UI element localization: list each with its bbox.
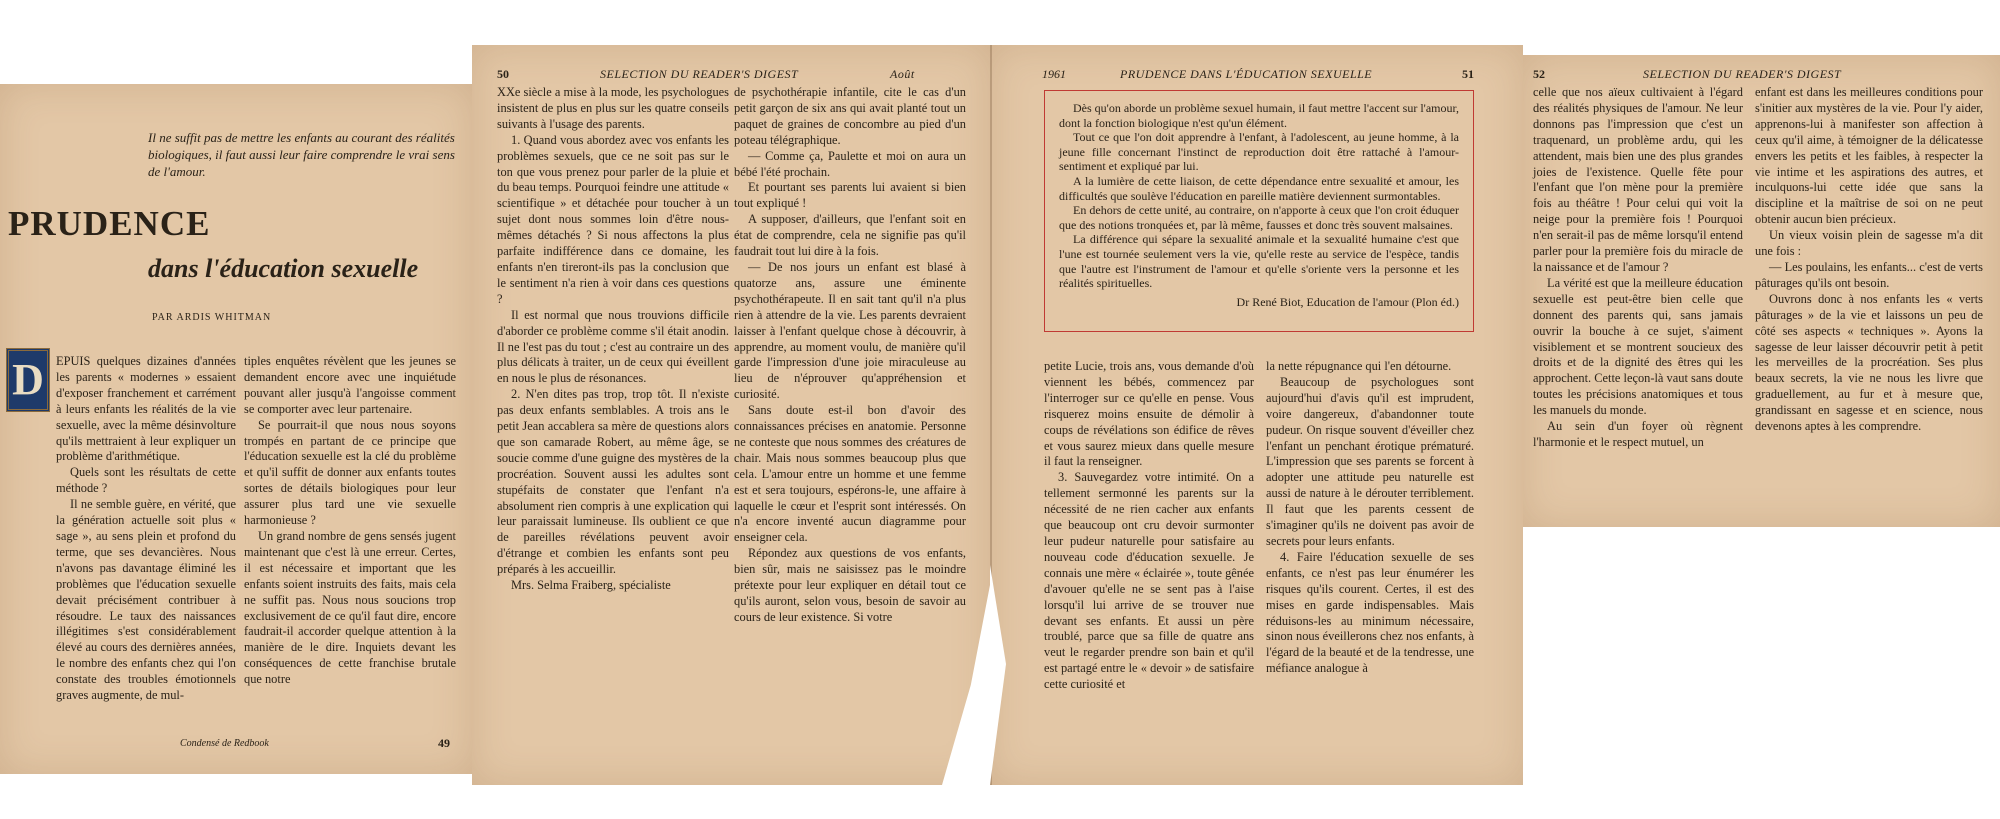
paragraph: celle que nos aïeux cultivaient à l'égard des réalités physiques de l'amour. Ne leur donnons pas l'impression que c'est un traquenard, un problème ardu, qui les attendent, mais bien une des plus grandes joies de l'existence. Quelle fête pour l'enfant que l'on mène pour la première fois au théâtre ! Pour celui qui voit la neige pour la première fois ! Pourquoi n'en serait-il pas de même lorsqu'il entend parler pour la première fois du miracle de la naissance et de l'amour ? (1533, 85, 1743, 274)
paragraph: EPUIS quelques dizaines d'années les parents « modernes » essaient d'exposer franchement et carrément à leurs enfants les réalités de la vie sexuelle, avec la même désinvolture qu'ils mettraient à leur expliquer un problème d'arithmétique. (56, 354, 236, 464)
paragraph: La vérité est que la meilleure éducation sexuelle est peut-être bien celle que donnent des parents qui, sans jamais ouvrir la bouche à ce sujet, s'aiment visiblement et se montrent soucieux des droits et de la dignité des êtres qui les approchent. Cette leçon-là vaut sans doute toutes les précisions anatomiques et tous les manuels du monde. (1533, 275, 1743, 418)
running-head: SELECTION DU READER'S DIGEST (1643, 67, 1842, 81)
paragraph: — De nos jours un enfant est blasé à quatorze ans, assure une éminente psychothérapeute. Il en sait tant qu'il n'a plus rien à attendre de la vie. Les parents devraient laisser à l'enfant quelque chose à découvrir, à apprendre, au moment voulu, de manière qu'il garde l'impression d'une joie miraculeuse au lieu de n'éprouver qu'appréhension et curiosité. (734, 259, 966, 402)
paragraph: Ouvrons donc à nos enfants les « verts pâturages » de la vie et laissons un peu de côté ses aspects « techniques ». Ayons la sagesse de leur laisser découvrir petit à petit les merveilles de la procréation. Ses plus beaux secrets, la vie ne nous les livre que graduellement, au fur et à mesure que, grandissant en sagesse et en science, nous devenons aptes à les comprendre. (1755, 291, 1983, 434)
page-number: 51 (1462, 67, 1474, 81)
paragraph: 2. N'en dites pas trop, trop tôt. Il n'existe pas deux enfants semblables. A trois ans le petit Jean accablera sa mère de questions alors que son camarade Robert, au même âge, se soucie comme d'une guigne des mystères de la procréation. Souvent aussi les adultes sont stupéfaits de constater que l'enfant n'a absolument rien compris à une explication qui leur paraissait lumineuse. Ils oublient ce que de pareilles révélations peuvent avoir d'étrange et combien les enfants sont peu préparés à les accueillir. (497, 387, 729, 577)
page-number: 49 (438, 736, 450, 750)
paragraph: Mrs. Selma Fraiberg, spécialiste (511, 578, 671, 593)
paragraph: 1. Quand vous abordez avec vos enfants les problèmes sexuels, que ce ne soit pas sur le ton que vous prenez pour parler de la pluie et du beau temps. Pourquoi feindre une attitude « scientifique » et détachée pour toucher à un sujet dont nous sommes loin d'être nous-mêmes détachés ? Si nous affectons la plus parfaite indifférence dans ce domaine, les enfants n'en tireront-ils pas la conclusion que le sentiment n'a rien à voir dans ces questions ? (497, 132, 729, 306)
paragraph: 4. Faire l'éducation sexuelle de ses enfants, ce n'est pas leur énumérer les risques qu'ils courent. Certes, il est des mises en garde indispensables. Mais réduisons-les au minimum nécessaire, sinon nous éveillerons chez nos enfants, à l'égard de la beauté et de la tendresse, une méfiance analogue à (1266, 549, 1474, 676)
paragraph: Un grand nombre de gens sensés jugent maintenant que c'est là une erreur. Certes, il est nécessaire et important que les enfants soient instruits des faits, mais cela ne suffit pas. Nous nous soucions trop exclusivement de ce qu'il faut dire, encore faudrait-il accorder quelque attention à la manière de le dire. Inquiets devant les conséquences de cette franchise brutale que notre (244, 528, 456, 687)
box-paragraph: En dehors de cette unité, au contraire, on n'apporte à ceux que l'on croit éduquer que des notions tronquées et, par là même, fausses et donc très souvent malsaines. (1059, 203, 1459, 232)
paragraph: la nette répugnance qui l'en détourne. (1266, 359, 1452, 373)
paragraph: de psychothérapie infantile, cite le cas d'un petit garçon de six ans qui avait planté tout un paquet de graines de concombre au pied d'un poteau télégraphique. (734, 85, 966, 147)
page-number: 52 (1533, 67, 1545, 81)
box-credit: Dr René Biot, Education de l'amour (Plon éd.) (1236, 294, 1459, 309)
paragraph: Quels sont les résultats de cette méthode ? (56, 465, 236, 496)
paragraph: petite Lucie, trois ans, vous demande d'où viennent les bébés, commencez par l'interroger sur ce qu'elle en pense. Vous risquerez moins ensuite de démolir à coups de révélations son édifice de rêves et vous saurez mieux dans quelle mesure il faut la renseigner. (1044, 359, 1254, 469)
paragraph: Répondez aux questions de vos enfants, bien sûr, mais ne saisissez pas le moindre prétexte pour leur expliquer en détail tout ce qu'ils auront, selon vous, besoin de savoir au cours de leur existence. Si votre (734, 546, 966, 624)
drop-cap-letter: D (12, 355, 44, 404)
paragraph: 3. Sauvegardez votre intimité. On a tellement sermonné les parents sur la nécessité de ne rien cacher aux enfants que beaucoup ont cru devoir surmonter leur pudeur naturelle pour satisfaire au nouveau code d'éducation sexuelle. Je connais une mère « éclairée », toute gênée d'avouer qu'elle ne se sent pas à l'aise lorsqu'il lui arrive de se trouver nue devant ses enfants. Et aussi un père troublé, parce que sa fille de quatre ans veut le regarder prendre son bain et qu'il est partagé entre le « devoir » de satisfaire cette curiosité et (1044, 470, 1254, 692)
page49-column-1 (56, 354, 236, 704)
paragraph: Et pourtant ses parents lui avaient si bien tout expliqué ! (734, 180, 966, 211)
quote-box (1044, 90, 1474, 332)
page52-column-2 (1755, 85, 1983, 435)
page49-column-2 (244, 354, 456, 688)
page-50 (472, 45, 990, 785)
drop-cap-ornament (6, 348, 50, 412)
page51-column-2 (1266, 359, 1474, 677)
paragraph: Un vieux voisin plein de sagesse m'a dit une fois : (1755, 228, 1983, 259)
article-title: PRUDENCE (8, 204, 211, 243)
paragraph: Il est normal que nous trouvions difficile d'aborder ce problème comme s'il était anodin. Il ne l'est pas du tout ; c'est au contraire un des plus délicats à traiter, un de ceux qui éveillent en nous le plus de résonances. (497, 307, 729, 386)
paragraph: Sans doute est-il bon d'avoir des connaissances précises en anatomie. Personne ne conteste que nous sommes des créatures de chair. Mais nous sommes beaucoup plus que cela. L'amour entre un homme et une femme est et sera toujours, espérons-le, une affaire à laquelle le cœur et l'esprit sont intéressés. On n'a encore inventé aucun diagramme pour enseigner cela. (734, 403, 966, 545)
page-49 (0, 84, 472, 774)
paragraph: A supposer, d'ailleurs, que l'enfant soit en état de comprendre, cela ne signifie pas qu'il faudrait tout lui dire à la fois. (734, 212, 966, 259)
paragraph: Au sein d'un foyer où règnent l'harmonie et le respect mutuel, un (1533, 419, 1743, 449)
paragraph: Beaucoup de psychologues sont aujourd'hui d'avis qu'il est imprudent, voire dangereux, d'abandonner toute pudeur. On risque souvent d'éveiller chez l'enfant un penchant érotique prématuré. L'impression que ses parents se forcent à adopter une attitude peu naturelle est aussi de nature à le dérouter terriblement. Il faut que les parents cessent de s'imaginer qu'ils ne doivent pas avoir de secrets pour leurs enfants. (1266, 374, 1474, 548)
byline: PAR ARDIS WHITMAN (152, 312, 272, 323)
page-52 (1523, 55, 2000, 527)
page52-column-1 (1533, 85, 1743, 451)
page-51 (990, 45, 1523, 785)
running-head: PRUDENCE DANS L'ÉDUCATION SEXUELLE (1120, 67, 1373, 81)
paragraph: — Comme ça, Paulette et moi on aura un bébé l'été prochain. (734, 148, 966, 179)
page50-column-1 (497, 85, 729, 594)
source-note: Condensé de Redbook (180, 738, 269, 749)
page50-column-2 (734, 85, 966, 626)
running-head-month: Août (890, 67, 915, 81)
box-paragraph: Dès qu'on aborde un problème sexuel humain, il faut mettre l'accent sur l'amour, dont la fonction biologique n'est qu'un élément. (1059, 101, 1459, 130)
paragraph: Il ne semble guère, en vérité, que la génération actuelle soit plus « sage », au sens plein et profond du terme, que ses devancières. Nous n'avons pas davantage éliminé les problèmes que l'éducation sexuelle devait précisément contribuer à résoudre. Le taux des naissances illégitimes s'est considérablement élevé au cours des dernières années, le nombre des enfants chez qui l'on constate des troubles émotionnels graves augmente, de mul- (56, 497, 236, 703)
paragraph: — Les poulains, les enfants... c'est de verts pâturages qu'ils ont besoin. (1755, 259, 1983, 290)
paragraph: enfant est dans les meilleures conditions pour s'initier aux mystères de la vie. Pour l'y aider, apprenons-lui à manifester son affection à ceux qu'il aime, à témoigner de la délicatesse envers les petits et les faibles, à respecter la vie intime et les aspirations des autres, et inculquons-lui cette idée que sans la discipline et la maîtrise de soi on ne peut obtenir aucun bien précieux. (1755, 85, 1983, 227)
article-intro: Il ne suffit pas de mettre les enfants au courant des réalités biologiques, il faut aussi leur faire comprendre le vrai sens de l'amour. (148, 130, 455, 179)
year: 1961 (1042, 67, 1066, 81)
running-head: SELECTION DU READER'S DIGEST (600, 67, 799, 81)
box-paragraph: A la lumière de cette liaison, de cette dépendance entre sexualité et amour, les difficultés que soulève l'éducation en pareille matière deviennent surmontables. (1059, 173, 1459, 203)
box-paragraph: Tout ce que l'on doit apprendre à l'enfant, à l'adolescent, au jeune homme, à la jeune fille concernant l'instinct de reproduction doit être rattaché à l'amour-sentiment et expliqué par lui. (1059, 130, 1459, 174)
paragraph: Se pourrait-il que nous nous soyons trompés en partant de ce principe que l'éducation sexuelle est la clé du problème et qu'il suffit de donner aux enfants toutes sortes de détails biologiques pour leur assurer plus tard une vie sexuelle harmonieuse ? (244, 417, 456, 528)
box-paragraph: La différence qui sépare la sexualité animale et la sexualité humaine c'est que l'une est tournée seulement vers la vie, qu'elle reste au service de l'espèce, tandis que l'autre est l'instrument de l'amour et qu'elle s'oriente vers la personne et les réalités spirituelles. (1059, 232, 1459, 291)
paragraph: tiples enquêtes révèlent que les jeunes se demandent encore avec une inquiétude pouvant aller jusqu'à l'angoisse comment se comporter avec leur partenaire. (244, 354, 456, 416)
paper-tear (990, 565, 1030, 785)
page-number: 50 (497, 67, 509, 81)
paragraph: XXe siècle a mise à la mode, les psychologues insistent de plus en plus sur les quatre conseils suivants à l'usage des parents. (497, 85, 729, 131)
page51-column-1 (1044, 359, 1254, 693)
article-subtitle: dans l'éducation sexuelle (148, 254, 419, 283)
